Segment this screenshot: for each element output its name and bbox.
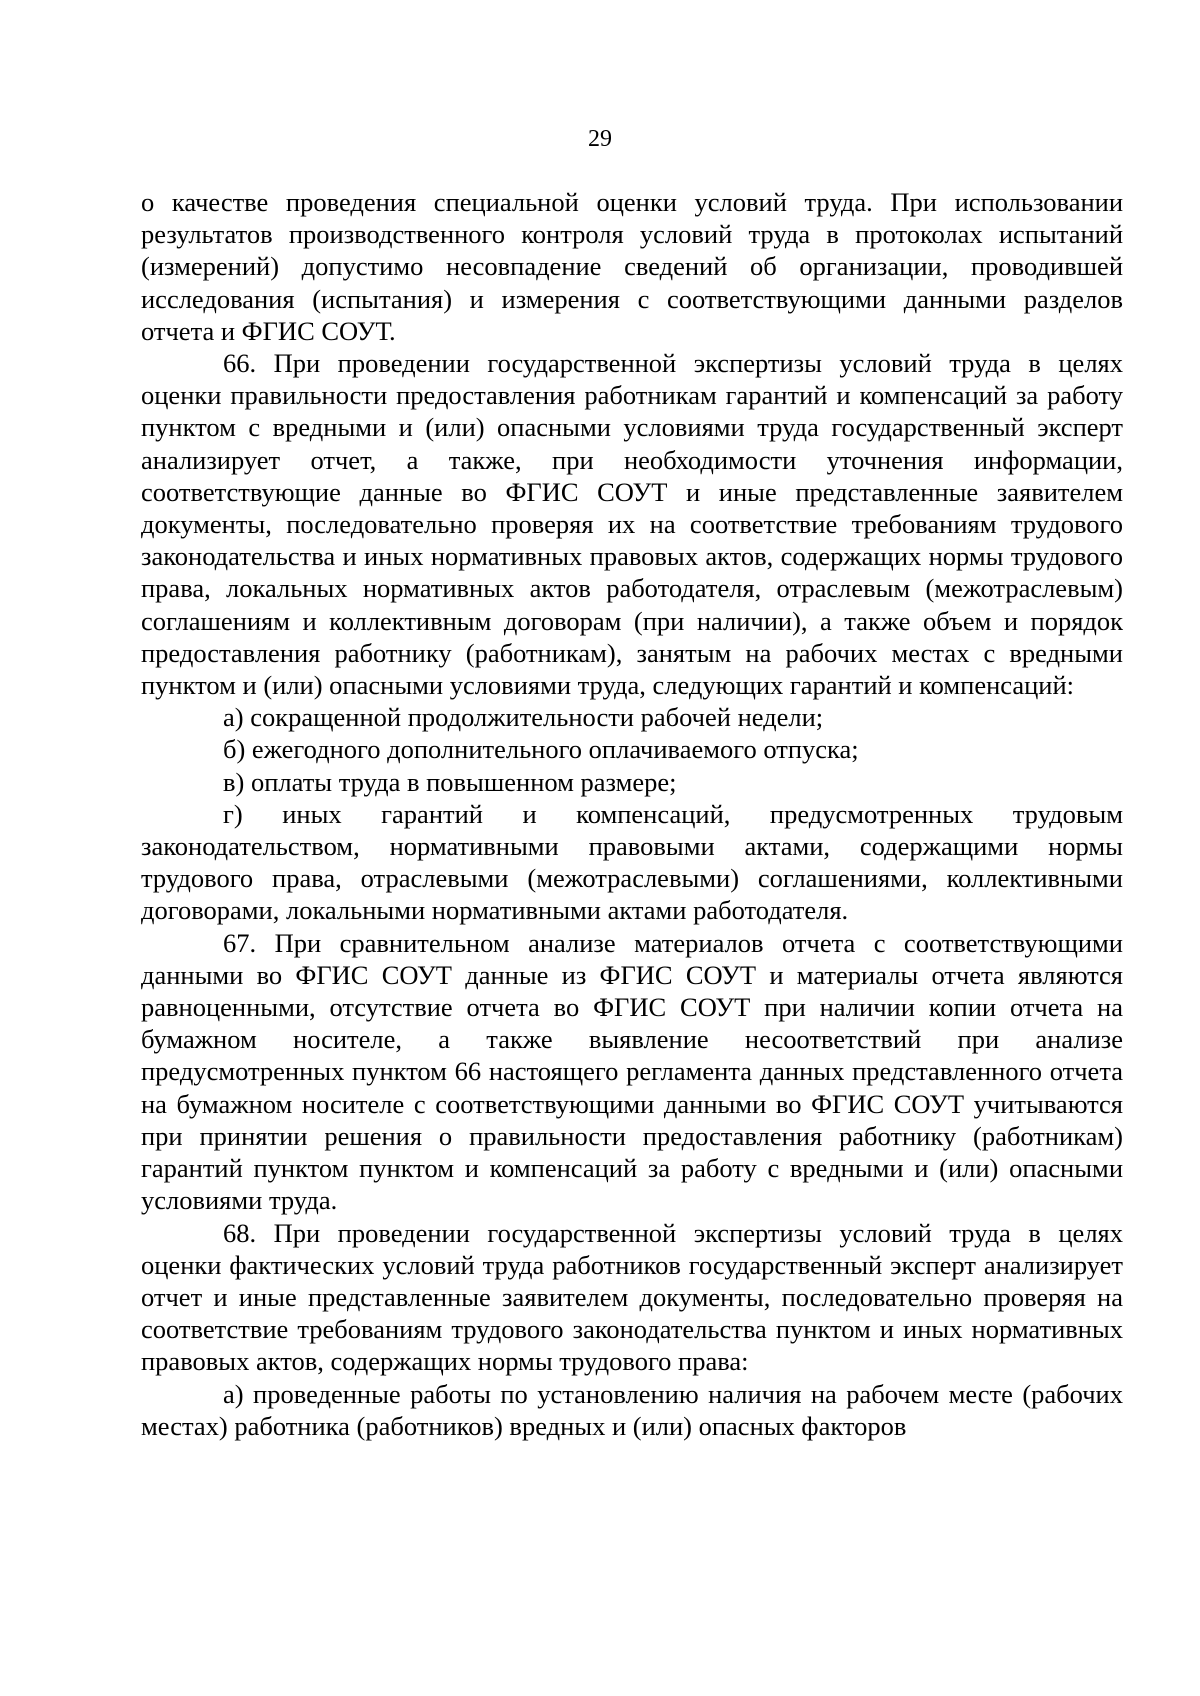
list-item-v: в) оплаты труда в повышенном размере;	[223, 766, 677, 797]
page-number: 29	[588, 126, 612, 152]
paragraph-continuation: о качестве проведения специальной оценки условий труда. При использовании результатов производственного контроля условий труда в протоколах испытаний (измерений) допустимо несовпадение сведений об организации, проводившей исследования (испытания) и измерения с соответствующими данными разделов отчета и ФГИС СОУТ.	[141, 187, 1123, 346]
list-item-a-68: а) проведенные работы по установлению наличия на рабочем месте (рабочих местах) работника (работников) вредных и (или) опасных факторов	[141, 1378, 1123, 1441]
list-item-b: б) ежегодного дополнительного оплачиваемого отпуска;	[223, 734, 859, 765]
document-body	[141, 186, 1123, 1442]
paragraph-67: 67. При сравнительном анализе материалов отчета с соответствующими данными во ФГИС СОУТ данные из ФГИС СОУТ и материалы отчета являются равноценными, отсутствие отчета во ФГИС СОУТ при наличии копии отчета на бумажном носителе, а также выявление несоответствий при анализе предусмотренных пунктом 66 настоящего регламента данных представленного отчета на бумажном носителе с соответствующими данными во ФГИС СОУТ учитываются при принятии решения о правильности предоставления работнику (работникам) гарантий пунктом пунктом и компенсаций за работу с вредными и (или) опасными условиями труда.	[141, 927, 1123, 1216]
paragraph-68: 68. При проведении государственной экспертизы условий труда в целях оценки фактических условий труда работников государственный эксперт анализирует отчет и иные представленные заявителем документы, последовательно проверяя на соответствие требованиям трудового законодательства пунктом и иных нормативных правовых актов, содержащих нормы трудового права:	[141, 1217, 1123, 1377]
list-item-g: г) иных гарантий и компенсаций, предусмотренных трудовым законодательством, нормативными правовыми актами, содержащими нормы трудового права, отраслевыми (межотраслевыми) соглашениями, коллективными договорами, локальными нормативными актами работодателя.	[141, 798, 1123, 926]
paragraph-66: 66. При проведении государственной экспертизы условий труда в целях оценки правильности предоставления работникам гарантий и компенсаций за работу пунктом с вредными и (или) опасными условиями труда государственный эксперт анализирует отчет, а также, при необходимости уточнения информации, соответствующие данные во ФГИС СОУТ и иные представленные заявителем документы, последовательно проверяя их на соответствие требованиям трудового законодательства и иных нормативных правовых актов, содержащих нормы трудового права, локальных нормативных актов работодателя, отраслевым (межотраслевым) соглашениям и коллективным договорам (при наличии), а также объем и порядок предоставления работнику (работникам), занятым на рабочих местах с вредными пунктом и (или) опасными условиями труда, следующих гарантий и компенсаций:	[141, 348, 1123, 701]
list-item-a: а) сокращенной продолжительности рабочей недели;	[223, 702, 824, 733]
